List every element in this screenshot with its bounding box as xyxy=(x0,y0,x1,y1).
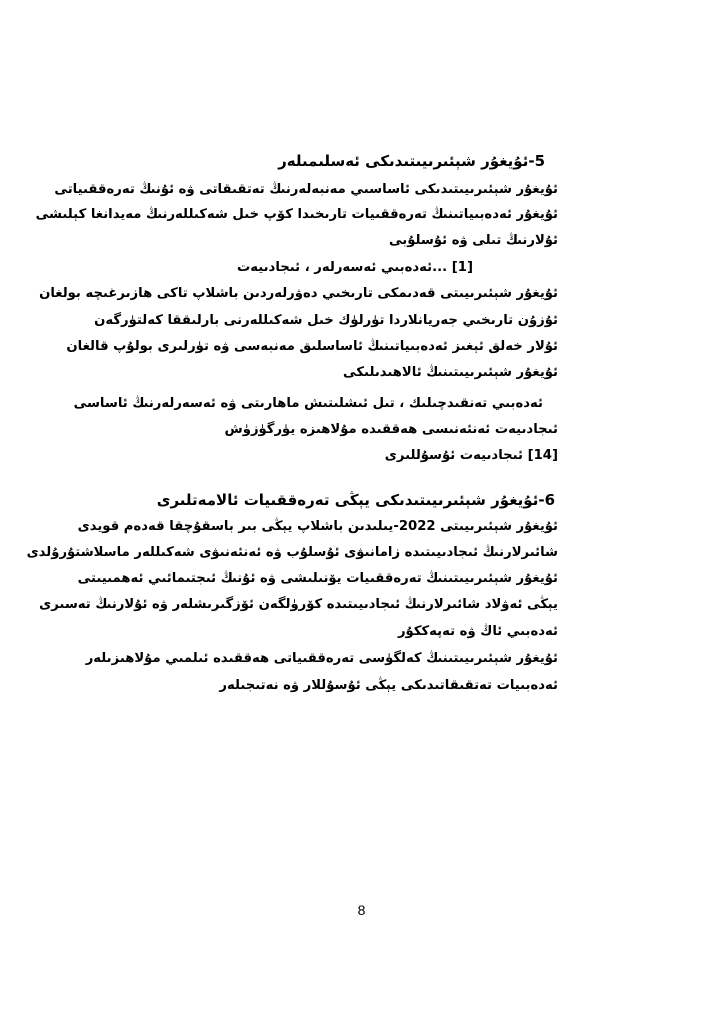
paragraph-line: ئەدەبىي ئاڭ ۋە تەپەككۇر xyxy=(397,624,558,639)
paragraph-line: ئۇيغۇر شېئىرىيىتىنىڭ ئالاھىدىلىكى xyxy=(343,365,558,380)
paragraph-line: ئۇيغۇر شېئىرىيىتىنىڭ تەرەققىيات يۆنىلىشى ۋە ئۇنىڭ ئىجتىمائىي ئەھمىيىتى xyxy=(77,571,558,586)
paragraph-line: ئەدەبىيات تەتقىقاتىدىكى يېڭى ئۇسۇللار ۋە نەتىجىلەر xyxy=(219,678,558,693)
paragraph-line: ئۇلار خەلق ئېغىز ئەدەبىياتىنىڭ ئاساسلىق مەنبەسى ۋە تۈرلىرى بولۇپ قالغان xyxy=(66,339,558,354)
section-5-heading: 5-ئۇيغۇر شېئىرىيىتىدىكى ئەسلىمىلەر xyxy=(278,152,545,170)
paragraph-line: ئۇيغۇر شېئىرىيىتى قەدىمكى تارىخىي دەۋرلەردىن باشلاپ تاكى ھازىرغىچە بولغان xyxy=(39,286,558,301)
page-number: 8 xyxy=(357,902,366,918)
paragraph-line: ئۇزۇن تارىخىي جەريانلاردا تۈرلۈك خىل شەكىللەرنى بارلىققا كەلتۈرگەن xyxy=(94,313,558,328)
paragraph-line: يېڭى ئەۋلاد شائىرلارنىڭ ئىجادىيىتىدە كۆرۈلگەن ئۆزگىرىشلەر ۋە ئۇلارنىڭ تەسىرى xyxy=(39,597,558,612)
indented-line: ئەدەبىي تەنقىدچىلىك ، تىل ئىشلىتىش ماھارىتى ۋە ئەسەرلەرنىڭ ئاساسى xyxy=(73,396,543,411)
paragraph-line: ئۇلارنىڭ تىلى ۋە ئۇسلۇبى xyxy=(388,233,558,248)
paragraph-line: ئۇيغۇر شېئىرىيىتىدىكى ئاساسىي مەنبەلەرنىڭ تەتقىقاتى ۋە ئۇنىڭ تەرەققىياتى xyxy=(54,182,558,197)
paragraph-line: ئۇيغۇر ئەدەبىياتىنىڭ تەرەققىيات تارىخىدا كۆپ خىل شەكىللەرنىڭ مەيدانغا كېلىشى xyxy=(35,207,558,222)
paragraph-line: ئۇيغۇر شېئىرىيىتىنىڭ كەلگۈسى تەرەققىياتى ھەققىدە ئىلمىي مۇلاھىزىلەر xyxy=(85,651,558,666)
paragraph-line: شائىرلارنىڭ ئىجادىيىتىدە زامانىۋى ئۇسلۇب ۋە ئەنئەنىۋى شەكىللەر ماسلاشتۇرۇلدى xyxy=(26,545,558,560)
paragraph-line: ئۇيغۇر شېئىرىيىتى 2022-يىلىدىن باشلاپ يېڭى بىر باسقۇچقا قەدەم قويدى xyxy=(77,519,558,534)
section-6-heading: 6-ئۇيغۇر شېئىرىيىتىدىكى يېڭى تەرەققىيات ئالامەتلىرى xyxy=(156,491,555,509)
paragraph-line: [1] ...ئەدەبىي ئەسەرلەر ، ئىجادىيەت xyxy=(236,260,473,275)
indented-line: ئىجادىيەت ئەنئەنىسى ھەققىدە مۇلاھىزە يۈرگۈزۈش xyxy=(224,422,558,437)
indented-line: [14] ئىجادىيەت ئۇسۇللىرى xyxy=(384,448,558,463)
